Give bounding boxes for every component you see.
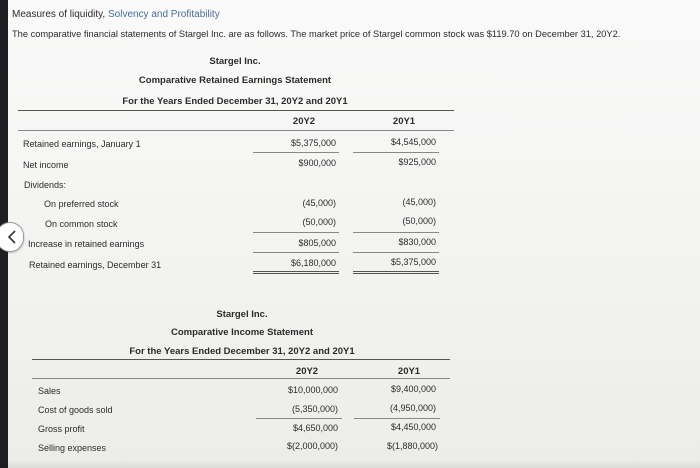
re-row-20y2: (45,000) xyxy=(302,198,336,208)
re-company: Stargel Inc. xyxy=(209,56,261,67)
re-row-label: Increase in retained earnings xyxy=(28,239,145,249)
is-row-20y1: $4,450,000 xyxy=(390,422,436,432)
re-row-20y1: (45,000) xyxy=(402,197,436,207)
intro-text: The comparative financial statements of Stargel Inc. are as follows. The market price of Stargel common stock was $119.70 on December 31, 20Y2. xyxy=(12,29,621,39)
re-row-20y2: $900,000 xyxy=(298,158,336,168)
re-row-label: Net income xyxy=(23,160,69,170)
re-row-label: Retained earnings, December 31 xyxy=(29,260,162,270)
re-row-label: Retained earnings, January 1 xyxy=(23,139,141,149)
re-row-20y1: $5,375,000 xyxy=(390,257,436,267)
re-period: For the Years Ended December 31, 20Y2 and 20Y1 xyxy=(122,96,348,107)
re-col-20y2: 20Y2 xyxy=(292,116,316,127)
re-row-20y2: $805,000 xyxy=(298,238,336,248)
re-top-rule xyxy=(18,110,454,111)
is-underline xyxy=(256,418,342,419)
re-row-label: On preferred stock xyxy=(44,199,119,209)
is-row-20y1: $9,400,000 xyxy=(390,384,436,394)
is-row-20y1: $(1,880,000) xyxy=(386,441,438,451)
is-row-label: Selling expenses xyxy=(38,443,107,453)
chevron-left-icon xyxy=(7,230,17,244)
re-row-label: On common stock xyxy=(45,219,118,229)
is-row-20y1: (4,950,000) xyxy=(389,403,436,413)
re-double-underline xyxy=(353,271,439,274)
is-col-20y2: 20Y2 xyxy=(295,366,319,377)
re-col-20y1: 20Y1 xyxy=(392,116,416,127)
re-underline xyxy=(253,252,339,253)
is-period: For the Years Ended December 31, 20Y2 and 20Y1 xyxy=(129,346,355,357)
re-row-label: Dividends: xyxy=(24,180,67,190)
re-underline xyxy=(353,152,439,153)
back-button[interactable] xyxy=(0,222,24,252)
re-row-20y1: $830,000 xyxy=(398,237,436,247)
re-row-20y1: (50,000) xyxy=(402,216,436,226)
re-double-underline xyxy=(253,271,339,274)
is-row-20y2: $(2,000,000) xyxy=(286,441,338,451)
re-row-20y2: (50,000) xyxy=(302,217,336,227)
re-row-20y2: $5,375,000 xyxy=(290,138,336,148)
is-row-label: Cost of goods sold xyxy=(38,405,113,415)
is-header-rule xyxy=(32,378,450,379)
title-main: Measures of liquidity, xyxy=(12,9,106,20)
is-underline xyxy=(354,418,440,419)
re-underline xyxy=(353,252,439,253)
is-col-20y1: 20Y1 xyxy=(397,366,421,377)
re-row-20y1: $4,545,000 xyxy=(390,137,436,147)
re-header-rule xyxy=(18,130,454,131)
bottom-shadow xyxy=(0,460,700,468)
title-sub: Solvency and Profitability xyxy=(107,9,220,20)
re-statement-name: Comparative Retained Earnings Statement xyxy=(138,75,332,86)
is-row-label: Sales xyxy=(38,386,61,396)
is-row-20y2: $10,000,000 xyxy=(287,385,338,395)
page-title xyxy=(12,9,220,20)
re-underline xyxy=(353,232,439,233)
re-underline xyxy=(253,232,339,233)
is-row-20y2: (5,350,000) xyxy=(291,404,338,414)
is-row-20y2: $4,650,000 xyxy=(292,423,338,433)
is-row-label: Gross profit xyxy=(38,424,85,434)
re-row-20y1: $925,000 xyxy=(398,157,436,167)
re-row-20y2: $6,180,000 xyxy=(290,258,336,268)
re-underline xyxy=(253,152,339,153)
is-statement-name: Comparative Income Statement xyxy=(170,327,313,338)
is-top-rule xyxy=(32,359,450,360)
is-company: Stargel Inc. xyxy=(216,309,268,320)
